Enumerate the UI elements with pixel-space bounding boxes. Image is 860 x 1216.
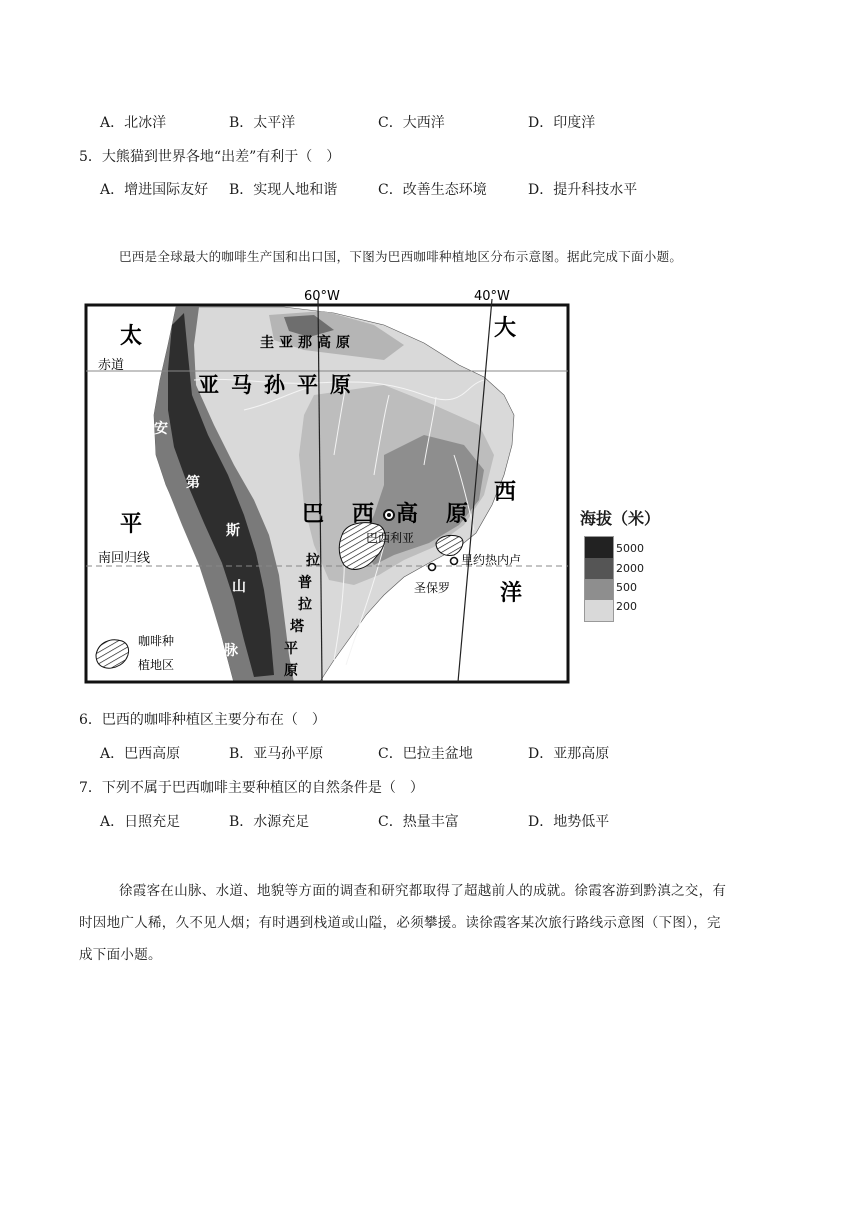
elev-label-5000: 5000: [616, 542, 644, 555]
q5-stem: 5．大熊猫到世界各地“出差”有利于（ ）: [79, 149, 341, 165]
q4-option-b: B．太平洋: [229, 115, 296, 131]
pacific-label-1: 太: [120, 324, 143, 349]
q7-option-b: B．水源充足: [229, 814, 310, 830]
plateau-label-4: 原: [446, 502, 469, 527]
elev-swatch-200: [585, 600, 613, 621]
brasilia-dot: [387, 513, 391, 517]
elev-label-2000: 2000: [616, 562, 644, 575]
q5-option-d: D．提升科技水平: [528, 182, 638, 198]
q6-option-d: D．亚那高原: [528, 746, 610, 762]
q7-options: [0, 811, 860, 835]
q6-option-b: B．亚马孙平原: [229, 746, 324, 762]
q5-option-b: B．实现人地和谐: [229, 182, 338, 198]
q4-option-c: C．大西洋: [378, 115, 445, 131]
intro-paragraph-brazil: 巴西是全球最大的咖啡生产国和出口国，下图为巴西咖啡种植地区分布示意图。据此完成下面小题。: [119, 249, 683, 264]
andes-char-4: 山: [232, 579, 246, 595]
q4-option-d: D．印度洋: [528, 115, 596, 131]
andes-char-1: 安: [154, 421, 168, 437]
q7-option-a: A．日照充足: [100, 814, 181, 830]
laplata-char-3: 拉: [298, 597, 312, 613]
q7-option-d: D．地势低平: [528, 814, 610, 830]
lon-label-40w: 40°W: [474, 289, 510, 304]
atlantic-label-1: 大: [494, 316, 517, 341]
intro2-line-2: 时因地广人稀，久不见人烟；有时遇到栈道或山隘，必须攀援。读徐霞客某次旅行路线示意图（下图），完: [79, 915, 721, 931]
laplata-char-6: 原: [284, 663, 298, 679]
plateau-label-3: 高: [396, 502, 419, 527]
elev-swatch-5000: [585, 537, 613, 558]
atlantic-label-2: 西: [494, 480, 517, 505]
coffee-legend-label-2: 植地区: [138, 658, 175, 672]
plateau-label-1: 巴: [302, 502, 325, 527]
elevation-legend-title: 海拔（米）: [580, 509, 661, 528]
laplata-char-5: 平: [284, 641, 298, 657]
coffee-legend-label-1: 咖啡种: [138, 634, 175, 648]
brasilia-label: 巴西利亚: [366, 531, 415, 545]
intro2-line-3: 成下面小题。: [79, 947, 162, 963]
q7-stem: 7．下列不属于巴西咖啡主要种植区的自然条件是（ ）: [79, 780, 424, 796]
andes-char-2: 第: [186, 475, 200, 491]
rio-marker: [451, 558, 458, 565]
sao-paulo-label: 圣保罗: [414, 581, 451, 595]
equator-label: 赤道: [98, 358, 125, 373]
q6-option-c: C．巴拉圭盆地: [378, 746, 473, 762]
brazil-coffee-map: [84, 285, 584, 695]
plateau-label-2: 西: [352, 502, 375, 527]
rio-label: 里约热内卢: [461, 553, 522, 567]
andes-char-3: 斯: [226, 523, 240, 539]
amazon-label: 亚马孙平原: [198, 373, 363, 397]
laplata-char-1: 拉: [306, 553, 320, 569]
intro2-line-1: 徐霞客在山脉、水道、地貌等方面的调查和研究都取得了超越前人的成就。徐霞客游到黔滇之交，有: [119, 883, 727, 899]
q6-option-a: A．巴西高原: [100, 746, 181, 762]
q5-option-a: A．增进国际友好: [100, 182, 209, 198]
laplata-char-4: 塔: [290, 619, 304, 635]
q6-stem: 6．巴西的咖啡种植区主要分布在（ ）: [79, 712, 326, 728]
elevation-legend-bar: [584, 536, 614, 622]
lon-label-60w: 60°W: [304, 289, 340, 304]
elevation-legend: [584, 536, 644, 622]
q4-options: [0, 112, 860, 136]
q5-options: [0, 179, 860, 203]
pacific-label-2: 平: [120, 512, 143, 537]
laplata-char-2: 普: [298, 575, 312, 591]
elev-label-500: 500: [616, 581, 637, 594]
elev-label-200: 200: [616, 600, 637, 613]
sao-paulo-marker: [429, 564, 436, 571]
q5-option-c: C．改善生态环境: [378, 182, 487, 198]
elev-swatch-500: [585, 579, 613, 600]
andes-char-5: 脉: [224, 643, 238, 659]
q4-option-a: A．北冰洋: [100, 115, 167, 131]
q7-option-c: C．热量丰富: [378, 814, 459, 830]
tropic-label: 南回归线: [98, 551, 151, 566]
atlantic-label-3: 洋: [500, 581, 523, 606]
elev-swatch-2000: [585, 558, 613, 579]
q6-options: [0, 743, 860, 767]
guiana-label: 圭亚那高原: [260, 335, 355, 351]
